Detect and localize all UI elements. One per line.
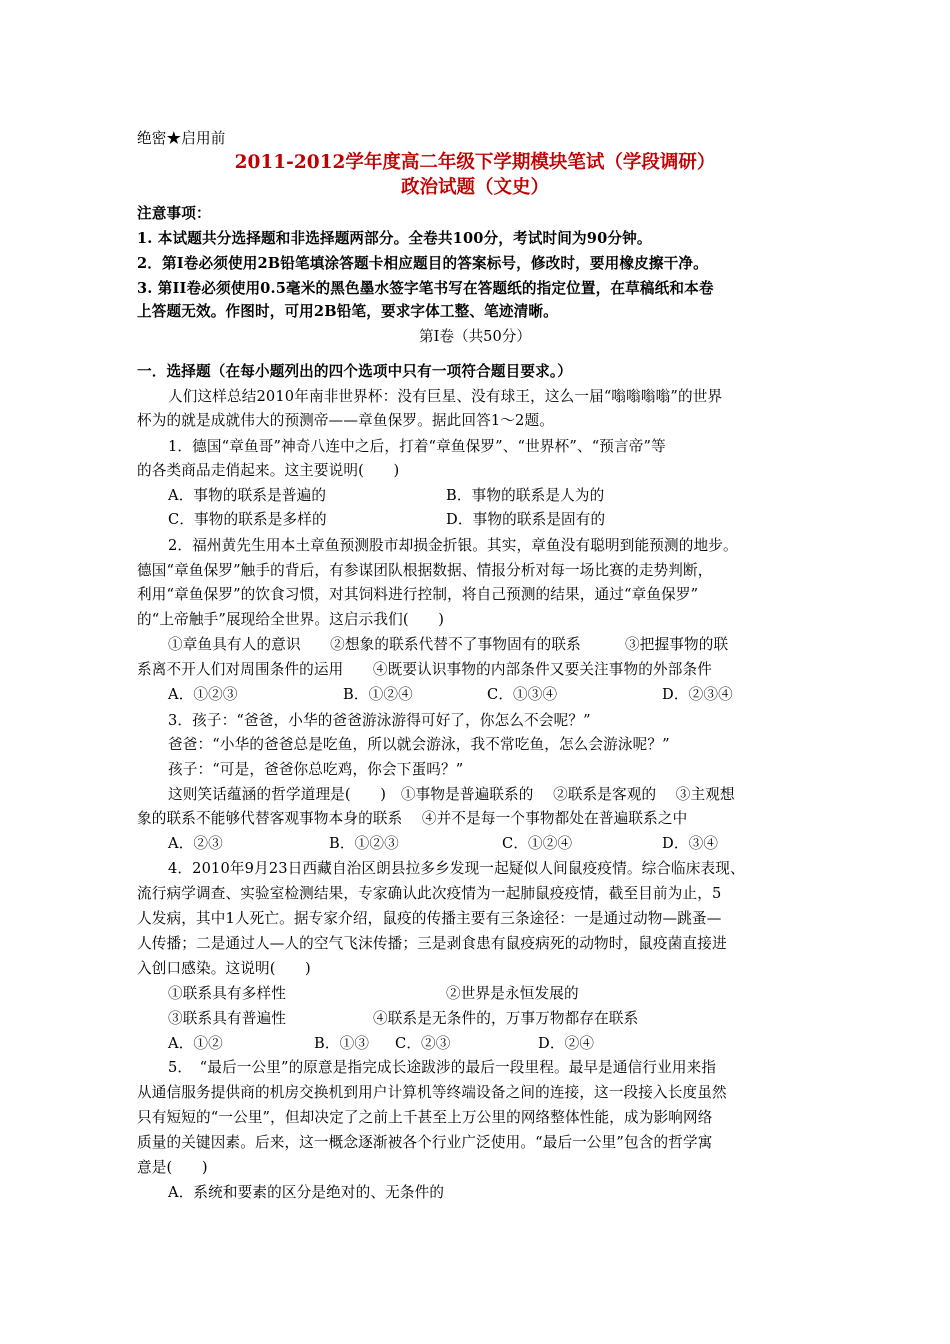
- note-3-line2: 上答题无效。作图时，可用2B铅笔，要求字体工整、笔迹清晰。: [137, 303, 558, 320]
- intro-line1: 人们这样总结2010年南非世界杯：没有巨星、没有球王，这么一届“嗡嗡嗡嗡”的世界: [168, 388, 723, 405]
- notes-heading: 注意事项：: [137, 205, 211, 222]
- q3-line5: 象的联系不能够代替客观事物本身的联系 ④并不是每一个事物都处在普遍联系之中: [137, 810, 688, 827]
- exam-subtitle: 政治试题（文史）: [400, 177, 549, 198]
- note-2: 2．第Ⅰ卷必须使用2B铅笔填涂答题卡相应题目的答案标号，修改时，要用橡皮擦干净。: [137, 255, 708, 272]
- secret-label: 绝密★启用前: [137, 130, 226, 147]
- q2-line1: 2．福州黄先生用本土章鱼预测股市却损金折银。其实，章鱼没有聪明到能预测的地步。: [168, 537, 738, 554]
- q5-option-a: A．系统和要素的区分是绝对的、无条件的: [168, 1184, 445, 1201]
- q4-option-a: A．①②: [168, 1035, 223, 1052]
- note-1: 1. 本试题共分选择题和非选择题两部分。全卷共100分，考试时间为90分钟。: [137, 230, 652, 247]
- q2-line2: 德国“章鱼保罗”触手的背后，有参谋团队根据数据、情报分析对每一场比赛的走势判断，: [137, 562, 713, 579]
- q5-line1: 5． “最后一公里”的原意是指完成长途跋涉的最后一段里程。最早是通信行业用来指: [168, 1059, 717, 1076]
- q1-line1: 1．德国“章鱼哥”神奇八连中之后，打着“章鱼保罗”、“世界杯”、“预言帝”等: [168, 438, 666, 455]
- q4-option-c: C．②③: [395, 1035, 451, 1052]
- q3-line3: 孩子：“可是，爸爸你总吃鸡，你会下蛋吗？”: [168, 761, 464, 778]
- q2-option-b: B．①②④: [343, 686, 413, 703]
- q2-option-a: A．①②③: [168, 686, 238, 703]
- q2-option-c: C．①③④: [487, 686, 558, 703]
- q4-line4: 人传播；二是通过人—人的空气飞沫传播；三是剥食患有鼠疫病死的动物时，鼠疫菌直接进: [137, 935, 727, 952]
- q2-line3: 利用“章鱼保罗”的饮食习惯，对其饲料进行控制，将自己预测的结果，通过“章鱼保罗”: [137, 586, 699, 603]
- q3-line4: 这则笑话蕴涵的哲学道理是( ) ①事物是普遍联系的 ②联系是客观的 ③主观想: [168, 786, 735, 803]
- q4-option-d: D．②④: [538, 1035, 595, 1052]
- note-3-line1: 3. 第II卷必须使用0.5毫米的黑色墨水签字笔书写在答题纸的指定位置，在草稿纸和本卷: [137, 280, 714, 297]
- q3-line2: 爸爸：“小华的爸爸总是吃鱼，所以就会游泳，我不常吃鱼，怎么会游泳呢？”: [168, 736, 670, 753]
- q3-option-a: A．②③: [168, 835, 223, 852]
- q4-statement-2: ②世界是永恒发展的: [446, 985, 579, 1002]
- q2-option-d: D．②③④: [662, 686, 733, 703]
- q1-option-d: D．事物的联系是固有的: [446, 511, 606, 528]
- q1-option-b: B．事物的联系是人为的: [446, 487, 605, 504]
- intro-line2: 杯为的就是成就伟大的预测帝——章鱼保罗。据此回答1～2题。: [137, 412, 554, 429]
- q4-statement-3: ③联系具有普遍性: [168, 1010, 286, 1027]
- q4-statement-1: ①联系具有多样性: [168, 985, 286, 1002]
- section-heading: 一．选择题（在每小题列出的四个选项中只有一项符合题目要求。）: [137, 363, 573, 380]
- q4-line3: 人发病，其中1人死亡。据专家介绍，鼠疫的传播主要有三条途径：一是通过动物—跳蚤—: [137, 910, 722, 927]
- q1-option-c: C．事物的联系是多样的: [168, 511, 327, 528]
- q2-line6: 系离不开人们对周围条件的运用 ④既要认识事物的内部条件又要关注事物的外部条件: [137, 661, 713, 678]
- q2-line4: 的“上帝触手”展现给全世界。这启示我们( ): [137, 611, 445, 628]
- q3-option-b: B．①②③: [329, 835, 399, 852]
- q5-line4: 质量的关键因素。后来，这一概念逐渐被各个行业广泛使用。“最后一公里”包含的哲学寓: [137, 1134, 713, 1151]
- part-heading: 第Ⅰ卷（共50分）: [419, 328, 531, 345]
- q3-option-d: D．③④: [662, 835, 719, 852]
- q4-statement-4: ④联系是无条件的，万事万物都存在联系: [373, 1010, 639, 1027]
- exam-title: 2011-2012学年度高二年级下学期模块笔试（学段调研）: [234, 152, 716, 173]
- q4-line2: 流行病学调查、实验室检测结果，专家确认此次疫情为一起肺鼠疫疫情，截至目前为止，5: [137, 885, 722, 902]
- q1-option-a: A．事物的联系是普遍的: [168, 487, 327, 504]
- q4-option-b: B．①③: [314, 1035, 370, 1052]
- q4-line5: 入创口感染。这说明( ): [137, 960, 311, 977]
- q2-line5: ①章鱼具有人的意识 ②想象的联系代替不了事物固有的联系 ③把握事物的联: [168, 636, 729, 653]
- q5-line2: 从通信服务提供商的机房交换机到用户计算机等终端设备之间的连接，这一段接入长度虽然: [137, 1084, 727, 1101]
- q5-line5: 意是( ): [137, 1159, 208, 1176]
- q3-line1: 3．孩子：“爸爸，小华的爸爸游泳游得可好了，你怎么不会呢？”: [168, 712, 591, 729]
- q1-line2: 的各类商品走俏起来。这主要说明( ): [137, 462, 400, 479]
- q3-option-c: C．①②④: [502, 835, 573, 852]
- q4-line1: 4．2010年9月23日西藏自治区朗县拉多乡发现一起疑似人间鼠疫疫情。综合临床表现、: [168, 860, 745, 877]
- q5-line3: 只有短短的“一公里”，但却决定了之前上千甚至上万公里的网络整体性能，成为影响网络: [137, 1109, 713, 1126]
